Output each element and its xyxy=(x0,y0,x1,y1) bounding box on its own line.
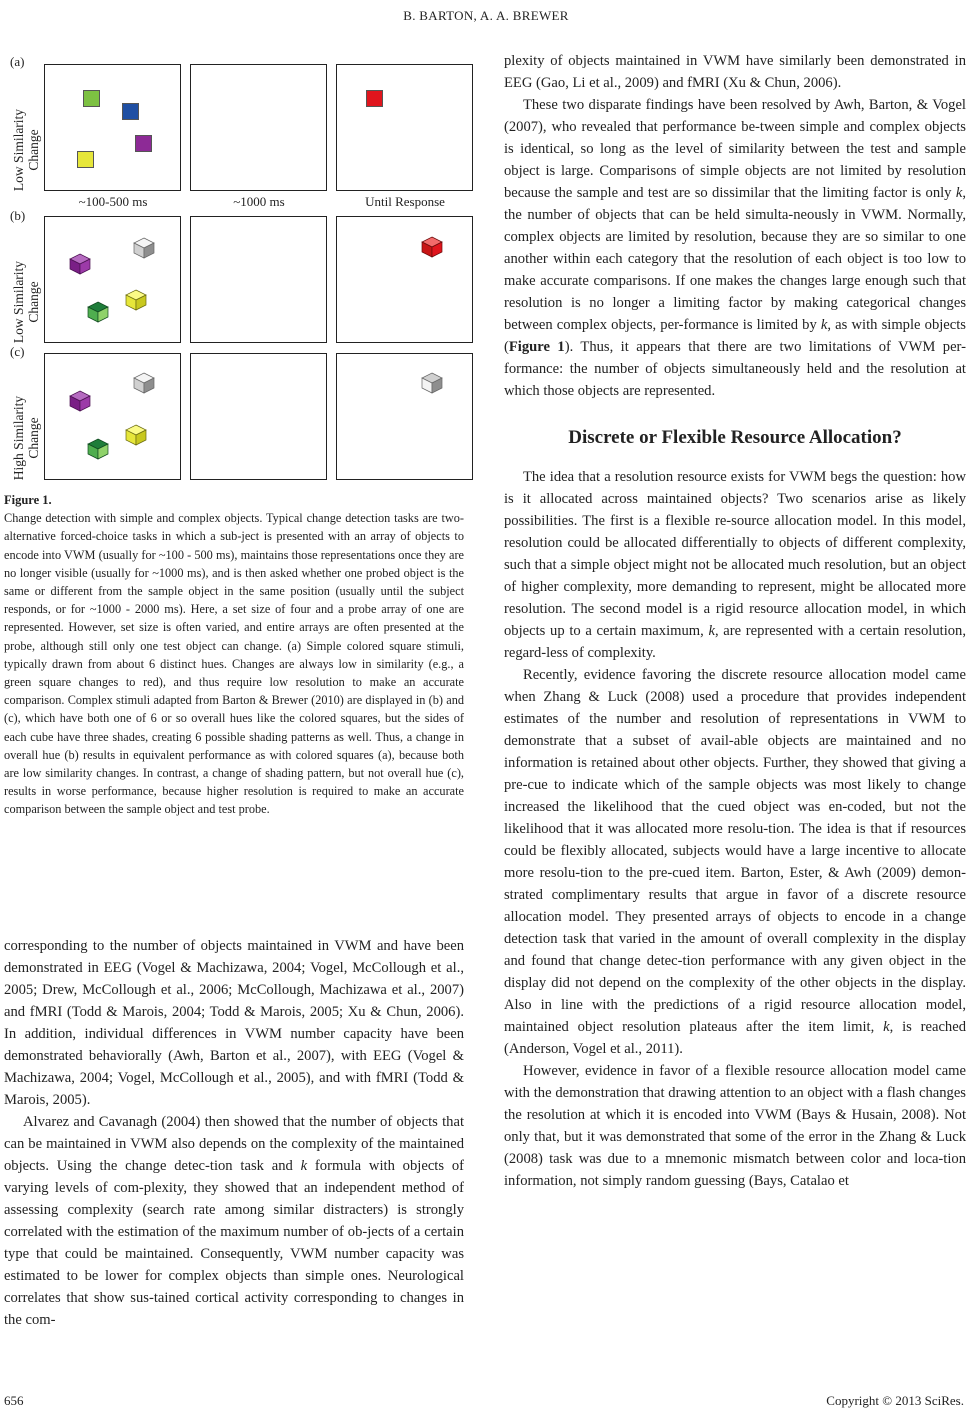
copyright: Copyright © 2013 SciRes. xyxy=(826,1393,964,1408)
blue-square xyxy=(122,103,139,120)
paragraph: corresponding to the number of objects maintained in VWM and have been demonstrated in EEG (Vogel & Machizawa, 2004; Vogel, McCollough et al., 2005; Drew, McCollough et al., 2006; McCollough, Machizawa et al., 2007) and fMRI (Todd & Marois, 2004; Todd & Marois, 2005; Xu & Chun, 2006). In addition, individual differences in VWM number capacity have been demonstrated behaviorally (Awh, Barton et al., 2007), with EEG (Vogel & Machizawa, 2004; Vogel, McCollough et al., 2005), and with fMRI (Todd & Marois, 2005). xyxy=(4,938,464,1108)
row-label-b: Low Similarity Change xyxy=(11,260,41,344)
red-cube xyxy=(421,236,443,258)
running-head: B. BARTON, A. A. BREWER xyxy=(403,8,569,23)
delay-frame-a xyxy=(190,64,327,191)
page-number: 656 xyxy=(4,1393,24,1408)
timing-delay: ~1000 ms xyxy=(233,194,285,209)
figure-1 xyxy=(4,50,466,480)
section-heading: Discrete or Flexible Resource Allocation? xyxy=(568,427,902,448)
figure-caption xyxy=(4,491,464,819)
paragraph: Alvarez and Cavanagh (2004) then showed that the number of objects that can be maintained in VWM also depends on the complexity of the maintained objects. Using the change detec-tion task and k formula with objects of varying levels of com-plexity, they showed that an independent method of assessing complexity (search rate among similar distracters) is strongly correlated with the estimation of the maximum number of ob-jects of a certain type that could be maintained. Consequently, VWM number capacity was estimated to be lower for complex objects than simple ones. Neurological correlates that show sus-tained cortical activity corresponding to changes in the com- xyxy=(4,1114,464,1328)
gray-cube xyxy=(133,237,155,259)
probe-frame-a xyxy=(336,64,473,191)
panel-label-a: (a) xyxy=(10,54,25,69)
paragraph: Recently, evidence favoring the discrete resource allocation model came when Zhang & Luck (2008) used a procedure that provides independent estimates of the number and resolution of representations in VWM to demonstrate that a subset of avail-able objects are maintained and no information is retained about other objects. Further, they showed that giving a pre-cue to indicate which of the sample objects was most likely to change increased the likelihood that the cued object was en-coded, but not the likelihood that it was allocated more resolu-tion. The idea is that if resources could be flexibly allocated, subjects would have a large incentive to allocate more resolu-tion to the pre-cued item. Barton, Ester, & Awh (2009) demon-strated complimentary results that argue in favor of a discrete resource allocation model. They presented arrays of objects to encode in a change detection task that varied in the amount of overall complexity in the display and found that change detec-tion performance with any given object in the display did not depend on the complexity of the other objects in the display. Also in line with the predictions of a rigid resource allocation model, maintained object resolution plateaus after the item limit, k, is reached (Anderson, Vogel et al., 2011). xyxy=(504,667,966,1057)
green-cube xyxy=(87,301,109,323)
green-cube xyxy=(87,438,109,460)
delay-frame-c xyxy=(190,353,327,480)
yellow-square xyxy=(77,151,94,168)
caption-text: Change detection with simple and complex objects. Typical change detection tasks are two-alternative forced-choice tasks in which a sub-ject is presented with an array of objects to encode into VWM (usually for ~100 - 500 ms), maintains those representations once they are no longer visible (usually for ~1000 ms), and is then asked whether one probed object is the same or different from the sample object in the same position (usually until the subject responds, or for ~1000 - 2000 ms). Here, a set size of four and a probe array of one are represented. However, set size is often varied, and entire arrays are often presented at the probe, although still only one test object can change. (a) Simple colored square stimuli, typically drawn from about 6 distinct hues. Changes are always low in similarity (e.g., a green square changes to red), and thus require low resolution to make an accurate comparison. Complex stimuli adapted from Barton & Brewer (2010) are displayed in (b) and (c), which have both one of 6 or so overall hues like the colored squares, but the sides of each cube have three shades, creating 6 possible shading patterns as well. Thus, a change in overall hue (b) results in equivalent performance as with colored squares (a), because both are low similarity changes. In contrast, a change of shading pattern, but not overall hue (c), results in worse performance, because higher resolution is required to make an accurate comparison between the sample object and test probe. xyxy=(4,511,464,817)
sample-frame-c xyxy=(44,353,181,480)
gray-cube-probe xyxy=(421,372,443,394)
sample-frame-a xyxy=(44,64,181,191)
green-square xyxy=(83,90,100,107)
row-label-c: High Similarity Change xyxy=(11,395,41,481)
paragraph: These two disparate findings have been resolved by Awh, Barton, & Vogel (2007), who revealed that performance be-tween simple and complex objects is identical, so long as the level of similarity between the test and sample object is large. Comparisons of simple objects are not limited by resolution because the sample and test are so dissimilar that the limiting factor is only k, the number of objects that can be held simulta-neously in VWM. Normally, complex objects are limited by resolution, because they are so similar to one another within each category that the resolution of each object is too low to make accurate comparisons. If one makes the changes large enough such that resolution is no longer a limiting factor by making categorical changes between complex objects, per-formance is limited by k, as with simple objects (Figure 1). Thus, it appears that there are two limitations of VWM per-formance: the number of objects simultaneously held and the resolution at which those objects are represented. xyxy=(504,97,966,399)
purple-cube xyxy=(69,390,91,412)
caption-title: Figure 1. xyxy=(4,493,52,507)
yellow-cube xyxy=(125,289,147,311)
purple-cube xyxy=(69,253,91,275)
right-column xyxy=(504,50,966,1192)
paragraph: The idea that a resolution resource exists for VWM begs the question: how is it allocated across maintained objects? Two scenarios arise as likely possibilities. The first is a flexible re-source allocation model. In this model, resolution could be allocated differentially to objects of different complexity, such that a simple object might not be allocated much resolution, but an object of higher complexity, more demanding to represent, might be allocated more resolution. The second model is a rigid resource allocation model, in which objects up to a certain maximum, k, are represented with a certain resolution, regard-less of complexity. xyxy=(504,469,966,661)
row-label-a: Low Similarity Change xyxy=(11,108,41,192)
timing-probe: Until Response xyxy=(365,194,445,209)
probe-frame-c xyxy=(336,353,473,480)
red-square xyxy=(366,90,383,107)
timing-sample: ~100-500 ms xyxy=(78,194,148,209)
yellow-cube xyxy=(125,424,147,446)
purple-square xyxy=(135,135,152,152)
probe-frame-b xyxy=(336,216,473,343)
paragraph: plexity of objects maintained in VWM have similarly been demonstrated in EEG (Gao, Li et al., 2009) and fMRI (Xu & Chun, 2006). xyxy=(504,53,966,91)
panel-label-c: (c) xyxy=(10,344,25,359)
paragraph: However, evidence in favor of a flexible resource allocation model came with the demonstration that drawing attention to an object with a flash changes the resolution at which it is encoded into VWM (Bays & Husain, 2008). Not only that, but it was demonstrated that some of the error in the Zhang & Luck (2008) task was due to a mnemonic mismatch between color and loca-tion information, not simply random guessing (Bays, Catalao et xyxy=(504,1063,966,1189)
left-column-body xyxy=(4,935,464,1331)
panel-label-b: (b) xyxy=(10,208,26,223)
sample-frame-b xyxy=(44,216,181,343)
delay-frame-b xyxy=(190,216,327,343)
gray-cube xyxy=(133,372,155,394)
